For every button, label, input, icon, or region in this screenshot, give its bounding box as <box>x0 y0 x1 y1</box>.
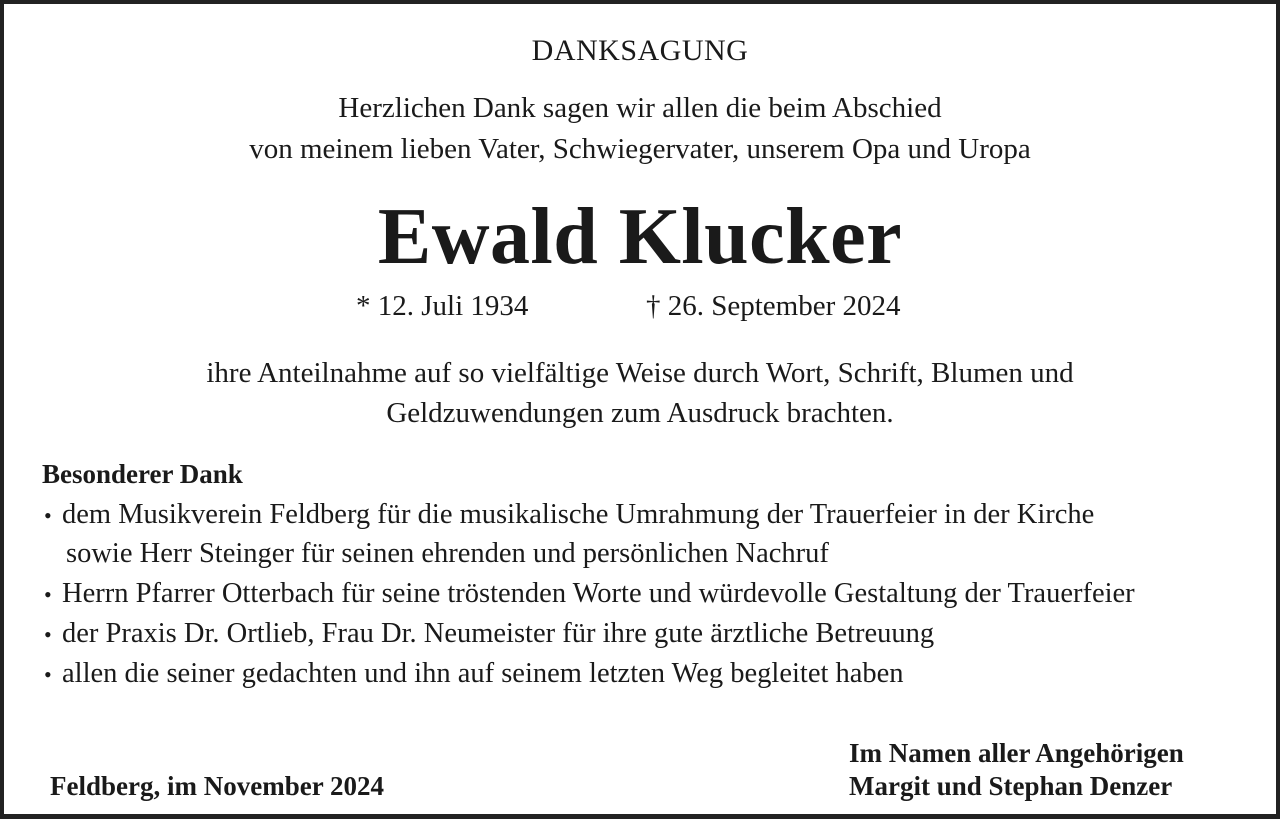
birth-date: * 12. Juli 1934 <box>356 290 529 322</box>
thanks-item <box>44 578 1135 610</box>
thanks-item-continuation: sowie Herr Steinger für seinen ehrenden und persönlichen Nachruf <box>66 538 829 569</box>
signature-line-2: Margit und Stephan Denzer <box>849 771 1173 801</box>
body-line-2: Geldzuwendungen zum Ausdruck brachten. <box>386 397 894 429</box>
thanks-item-text: dem Musikverein Feldberg für die musikalische Umrahmung der Trauerfeier in der Kirche <box>62 499 1095 530</box>
thanks-heading: Besonderer Dank <box>42 459 243 489</box>
place-and-date: Feldberg, im November 2024 <box>50 771 384 801</box>
bullet: • <box>44 582 52 607</box>
thanks-item-text: Herrn Pfarrer Otterbach für seine tröstenden Worte und würdevolle Gestaltung der Trauerfeier <box>62 578 1135 609</box>
notice-heading: DANKSAGUNG <box>531 34 749 67</box>
thanks-item <box>44 658 904 690</box>
thanks-item <box>44 618 934 650</box>
signature-line-1: Im Namen aller Angehörigen <box>849 738 1184 768</box>
deceased-name: Ewald Klucker <box>377 193 903 281</box>
intro-line-1: Herzlichen Dank sagen wir allen die beim Abschied <box>338 92 942 124</box>
thanks-item-text: allen die seiner gedachten und ihn auf seinem letzten Weg begleitet haben <box>62 658 904 689</box>
bullet: • <box>44 503 52 528</box>
death-date: † 26. September 2024 <box>646 290 901 322</box>
body-line-1: ihre Anteilnahme auf so vielfältige Weise durch Wort, Schrift, Blumen und <box>206 357 1074 389</box>
thanks-item-text: der Praxis Dr. Ortlieb, Frau Dr. Neumeister für ihre gute ärztliche Betreuung <box>62 618 935 649</box>
bullet: • <box>44 662 52 687</box>
bullet: • <box>44 622 52 647</box>
intro-line-2: von meinem lieben Vater, Schwiegervater, unserem Opa und Uropa <box>249 133 1031 165</box>
thanks-item <box>44 499 1094 531</box>
